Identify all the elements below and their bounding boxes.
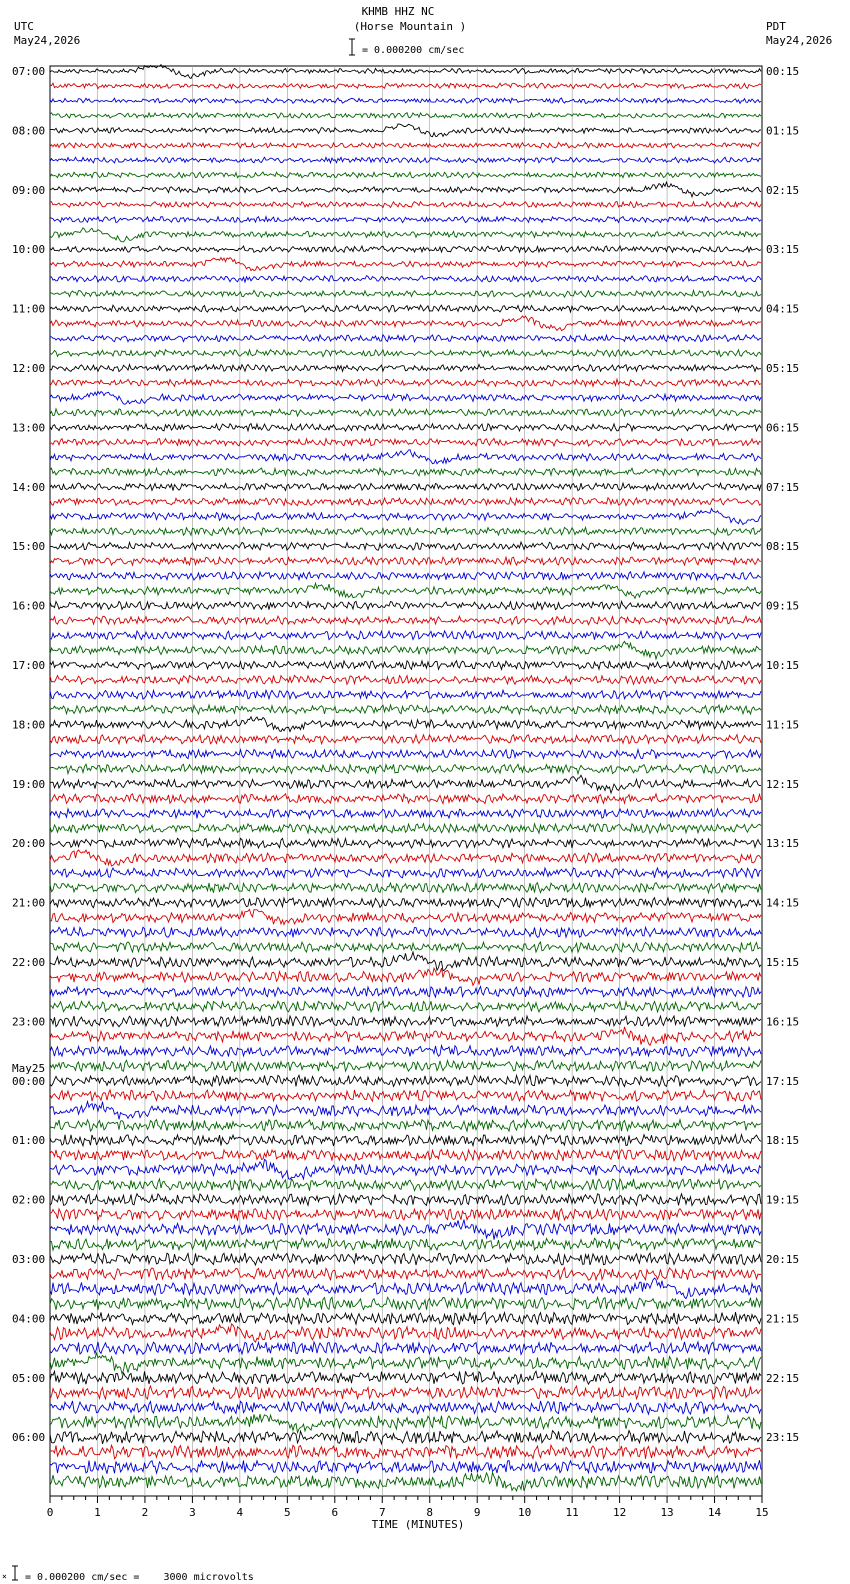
- left-hour-label: 22:00: [12, 956, 46, 969]
- x-tick-label: 1: [94, 1506, 101, 1519]
- x-axis-label: TIME (MINUTES): [371, 1518, 465, 1531]
- trace-row-7: [50, 172, 761, 178]
- trace-row-52: [50, 838, 761, 848]
- right-hour-label: 14:15: [766, 896, 800, 910]
- trace-row-49: [50, 794, 761, 804]
- x-tick-label: 12: [612, 1506, 627, 1519]
- trace-row-14: [50, 276, 761, 282]
- trace-row-61: [50, 968, 761, 985]
- left-hour-label: 10:00: [12, 243, 46, 257]
- right-hour-label: 04:15: [766, 302, 800, 316]
- trace-row-87: [50, 1353, 761, 1374]
- right-timezone: PDT: [766, 20, 786, 33]
- trace-row-44: [50, 717, 761, 732]
- trace-row-55: [50, 883, 761, 893]
- trace-row-68: [50, 1075, 761, 1086]
- x-tick-label: 0: [46, 1506, 54, 1519]
- right-hour-label: 02:15: [766, 183, 800, 197]
- left-hour-label: 19:00: [12, 777, 46, 791]
- trace-row-16: [50, 305, 761, 312]
- trace-row-43: [50, 705, 761, 714]
- trace-row-22: [50, 392, 761, 405]
- trace-row-51: [50, 824, 761, 834]
- x-tick-label: 13: [660, 1506, 674, 1519]
- trace-row-27: [50, 468, 761, 476]
- footer-scale-label: = 0.000200 cm/sec = 3000 microvolts: [25, 1572, 254, 1583]
- right-hour-label: 17:15: [766, 1074, 800, 1088]
- trace-row-93: [50, 1445, 761, 1459]
- left-hour-label: 00:00: [12, 1074, 46, 1088]
- right-hour-label: 15:15: [766, 956, 800, 969]
- trace-row-17: [50, 316, 761, 331]
- svg-text:×: ×: [2, 1572, 7, 1581]
- trace-row-37: [50, 616, 761, 625]
- x-axis: [47, 1496, 769, 1519]
- trace-row-46: [50, 749, 761, 758]
- trace-row-66: [50, 1046, 761, 1057]
- left-hour-label: 01:00: [12, 1134, 46, 1148]
- trace-row-41: [50, 675, 761, 684]
- trace-row-90: [50, 1401, 761, 1414]
- trace-row-95: [50, 1472, 761, 1491]
- trace-row-48: [50, 775, 761, 793]
- x-tick-label: 9: [473, 1506, 481, 1519]
- trace-row-57: [50, 909, 761, 924]
- trace-row-85: [50, 1324, 761, 1342]
- left-hour-label: 03:00: [12, 1253, 46, 1266]
- x-tick-label: 6: [331, 1506, 339, 1519]
- trace-row-70: [50, 1102, 761, 1120]
- left-timezone: UTC: [14, 20, 34, 33]
- trace-row-86: [50, 1342, 761, 1355]
- trace-row-78: [50, 1220, 761, 1240]
- left-hour-label: 14:00: [12, 480, 46, 494]
- trace-row-83: [50, 1297, 761, 1310]
- trace-row-89: [50, 1386, 761, 1399]
- trace-row-26: [50, 450, 761, 464]
- trace-row-28: [50, 483, 761, 491]
- right-hour-label: 16:15: [766, 1015, 800, 1029]
- right-hour-label: 05:15: [766, 362, 800, 375]
- left-hour-label: 16:00: [12, 599, 46, 613]
- trace-row-23: [50, 409, 761, 416]
- x-tick-label: 2: [141, 1506, 149, 1519]
- left-hour-label: 07:00: [12, 65, 46, 78]
- trace-row-94: [50, 1460, 761, 1474]
- station-location: (Horse Mountain ): [353, 20, 467, 33]
- right-hour-label: 08:15: [766, 540, 800, 554]
- trace-row-92: [50, 1431, 761, 1444]
- trace-row-31: [50, 527, 761, 535]
- right-hour-label: 13:15: [766, 837, 800, 851]
- trace-row-72: [50, 1135, 761, 1146]
- trace-row-62: [50, 986, 761, 997]
- trace-row-2: [50, 98, 761, 103]
- trace-row-36: [50, 601, 761, 609]
- trace-row-40: [50, 661, 761, 670]
- x-tick-label: 4: [236, 1506, 244, 1519]
- trace-row-60: [50, 952, 761, 971]
- x-tick-label: 7: [378, 1506, 386, 1519]
- right-hour-label: 01:15: [766, 124, 800, 138]
- trace-row-10: [50, 217, 761, 223]
- trace-row-5: [50, 143, 761, 149]
- right-hour-label: 11:15: [766, 718, 800, 732]
- trace-row-63: [50, 1001, 761, 1012]
- right-hour-label: 22:15: [766, 1371, 800, 1385]
- trace-row-33: [50, 557, 761, 565]
- trace-row-80: [50, 1253, 761, 1265]
- trace-row-13: [50, 258, 761, 271]
- left-hour-label: 02:00: [12, 1193, 46, 1207]
- trace-row-11: [50, 228, 761, 242]
- x-tick-label: 5: [284, 1506, 291, 1519]
- trace-row-69: [50, 1090, 761, 1102]
- trace-row-76: [50, 1194, 761, 1206]
- trace-row-88: [50, 1371, 761, 1384]
- trace-row-34: [50, 572, 761, 580]
- trace-row-64: [50, 1016, 761, 1027]
- left-date: May24,2026: [14, 34, 81, 47]
- trace-row-30: [50, 509, 761, 525]
- trace-row-54: [50, 868, 761, 878]
- right-date: May24,2026: [766, 34, 833, 47]
- trace-row-53: [50, 850, 761, 866]
- trace-row-4: [50, 124, 761, 137]
- trace-row-65: [50, 1027, 761, 1046]
- left-hour-label: 17:00: [12, 659, 46, 672]
- trace-row-1: [50, 83, 761, 88]
- left-hour-label: 09:00: [12, 183, 46, 197]
- left-hour-label: 04:00: [12, 1312, 46, 1326]
- left-hour-label: 18:00: [12, 718, 46, 732]
- trace-row-71: [50, 1120, 761, 1132]
- trace-row-84: [50, 1312, 761, 1325]
- trace-row-74: [50, 1159, 761, 1179]
- left-hour-label: 23:00: [12, 1015, 46, 1029]
- right-hour-label: 00:15: [766, 65, 800, 78]
- left-hour-label: 11:00: [12, 302, 46, 316]
- x-tick-label: 3: [189, 1506, 196, 1519]
- x-tick-label: 10: [518, 1506, 532, 1519]
- scale-label: = 0.000200 cm/sec: [362, 45, 465, 56]
- trace-row-67: [50, 1060, 761, 1071]
- trace-row-77: [50, 1209, 761, 1221]
- right-hour-label: 10:15: [766, 659, 800, 672]
- trace-row-38: [50, 631, 761, 640]
- left-hour-label: 13:00: [12, 421, 46, 435]
- trace-row-35: [50, 583, 761, 598]
- right-hour-label: 21:15: [766, 1312, 800, 1326]
- right-hour-label: 07:15: [766, 480, 800, 494]
- x-tick-label: 14: [707, 1506, 722, 1519]
- trace-row-32: [50, 542, 761, 550]
- right-hour-label: 12:15: [766, 777, 800, 791]
- trace-row-18: [50, 335, 761, 342]
- trace-row-42: [50, 690, 761, 699]
- trace-row-82: [50, 1278, 761, 1299]
- trace-row-0: [50, 65, 761, 79]
- trace-group: [50, 65, 761, 1491]
- trace-row-25: [50, 438, 761, 446]
- x-tick-label: 15: [755, 1506, 769, 1519]
- left-hour-label: 15:00: [12, 540, 46, 554]
- trace-row-21: [50, 379, 761, 386]
- footer-scale-icon: [2, 1566, 18, 1581]
- x-tick-label: 8: [426, 1506, 434, 1519]
- right-hour-label: 06:15: [766, 421, 800, 435]
- right-hour-label: 18:15: [766, 1134, 800, 1148]
- trace-row-20: [50, 365, 761, 372]
- trace-row-15: [50, 290, 761, 297]
- trace-row-45: [50, 735, 761, 744]
- left-hour-label: 20:00: [12, 837, 46, 851]
- trace-row-79: [50, 1238, 761, 1250]
- trace-row-91: [50, 1414, 761, 1433]
- right-hour-label: 23:15: [766, 1431, 800, 1445]
- trace-row-73: [50, 1150, 761, 1161]
- left-hour-label: 21:00: [12, 896, 46, 910]
- x-tick-label: 11: [565, 1506, 579, 1519]
- trace-row-9: [50, 202, 761, 208]
- left-hour-label: 12:00: [12, 362, 46, 375]
- trace-row-3: [50, 113, 761, 119]
- trace-row-47: [50, 764, 761, 774]
- right-hour-label: 19:15: [766, 1193, 800, 1207]
- trace-row-8: [50, 182, 761, 197]
- scale-bar-icon: [349, 39, 355, 55]
- right-hour-label: 20:15: [766, 1253, 800, 1266]
- trace-row-58: [50, 927, 761, 937]
- left-hour-label: 05:00: [12, 1371, 46, 1385]
- date-change-label: May25: [12, 1061, 46, 1075]
- right-hour-label: 09:15: [766, 599, 800, 613]
- trace-row-24: [50, 424, 761, 432]
- trace-row-29: [50, 498, 761, 506]
- trace-row-59: [50, 942, 761, 953]
- station-title: KHMB HHZ NC: [361, 5, 435, 18]
- trace-row-56: [50, 898, 761, 908]
- right-hour-label: 03:15: [766, 243, 800, 257]
- trace-row-19: [50, 350, 761, 357]
- trace-row-39: [50, 641, 761, 659]
- trace-row-6: [50, 157, 761, 163]
- trace-row-12: [50, 246, 761, 252]
- trace-row-50: [50, 809, 761, 819]
- trace-row-75: [50, 1179, 761, 1191]
- left-hour-label: 08:00: [12, 124, 46, 138]
- left-hour-label: 06:00: [12, 1431, 46, 1445]
